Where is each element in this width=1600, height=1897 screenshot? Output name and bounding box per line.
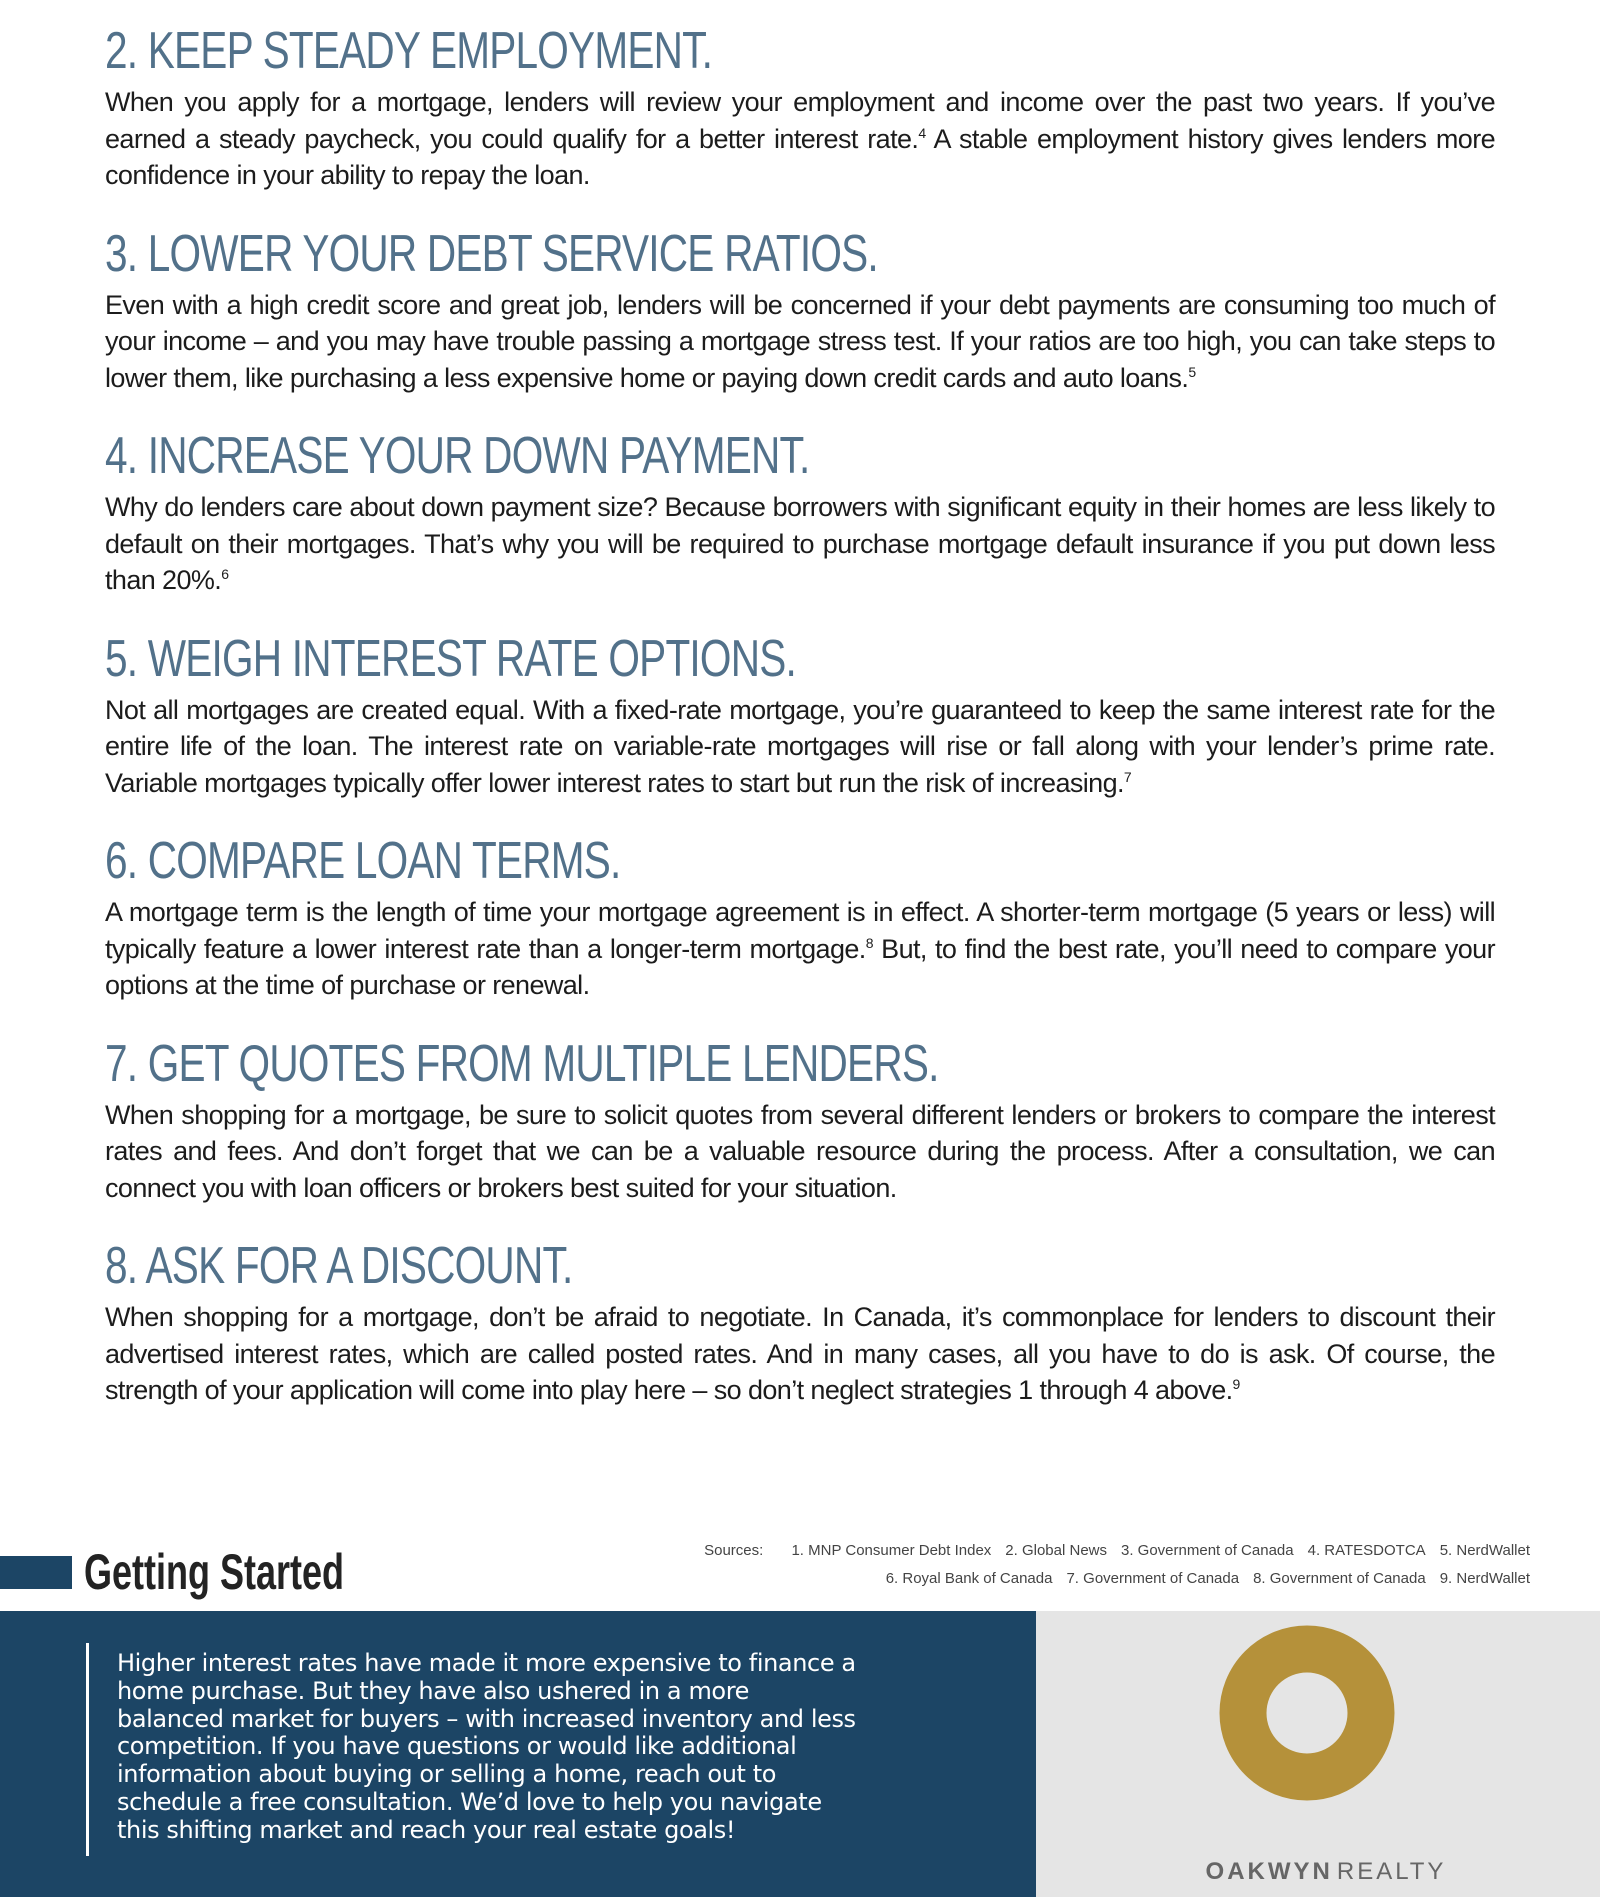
tip-text: When shopping for a mortgage, be sure to solicit quotes from several different lenders or brokers to compare the interest rates and fees. And don’t forget that we can be a valuable resource during the process. After a consultation, we can connect you with loan officers or brokers best suited for your situation. [105, 1099, 1495, 1203]
quote-rule [86, 1643, 89, 1856]
getting-started-accent-bar [0, 1556, 72, 1589]
sources-row [630, 1537, 1530, 1565]
tip-paragraph [105, 84, 1495, 194]
footnote-reference: 6 [221, 566, 229, 582]
tip-text: But, to find the best rate, you’ll need to compare your options at the time of purchase or renewal. [105, 933, 1495, 1000]
source-item: 1. MNP Consumer Debt Index [791, 1542, 992, 1559]
getting-started-body: Higher interest rates have made it more expensive to finance a home purchase. But they have also ushered in a more balanced market for buyers – with increased inventory and less competition. If you have questions or would like additional information about buying or selling a home, reach out to schedule a free consultation. We’d love to help you navigate this shifting market and reach your real estate goals! [117, 1649, 856, 1844]
tip-heading: 8. ASK FOR A DISCOUNT. [105, 1237, 573, 1295]
tip-section [105, 1031, 1495, 1207]
tip-section [105, 828, 1495, 1004]
footnote-reference: 9 [1232, 1376, 1240, 1392]
brand-name-bold: OAKWYN [1205, 1858, 1333, 1885]
tip-section [105, 1233, 1495, 1409]
tip-heading: 5. WEIGH INTEREST RATE OPTIONS. [105, 629, 796, 688]
article-body [105, 18, 1495, 1436]
source-item: 7. Government of Canada [1066, 1570, 1240, 1587]
tip-heading: 2. KEEP STEADY EMPLOYMENT. [105, 22, 713, 80]
tip-text: When shopping for a mortgage, don’t be afraid to negotiate. In Canada, it’s commonplace for lenders to discount their advertised interest rates, which are called posted rates. And in many cases, all you have to do is ask. Of course, the strength of your application will come into play here – so don’t neglect strategies 1 through 4 above. [105, 1302, 1495, 1405]
tip-section [105, 626, 1495, 802]
getting-started-title: Getting Started [84, 1544, 345, 1600]
source-item: 2. Global News [1005, 1542, 1107, 1559]
tip-heading: 7. GET QUOTES FROM MULTIPLE LENDERS. [105, 1034, 939, 1093]
source-item: 5. NerdWallet [1439, 1542, 1530, 1559]
tip-paragraph [105, 1097, 1495, 1207]
source-item: 4. RATESDOTCA [1307, 1542, 1426, 1559]
tip-heading: 3. LOWER YOUR DEBT SERVICE RATIOS. [105, 224, 878, 283]
tip-heading: 6. COMPARE LOAN TERMS. [105, 832, 621, 890]
footnote-reference: 7 [1123, 768, 1132, 785]
oakwyn-ring-logo-icon [1219, 1625, 1395, 1801]
tip-text: A mortgage term is the length of time your mortgage agreement is in effect. A shorter-term mortgage (5 years or less) will typically feature a lower interest rate than a longer-term mortgage. [105, 897, 1495, 964]
source-item: 3. Government of Canada [1121, 1542, 1294, 1559]
tip-paragraph [105, 489, 1495, 599]
sources-list [630, 1537, 1530, 1593]
tip-text: Even with a high credit score and great job, lenders will be concerned if your debt payments are consuming too much of your income – and you may have trouble passing a mortgage stress test. If your ratios are too high, you can take steps to lower them, like purchasing a less expensive home or paying down credit cards and auto loans. [105, 289, 1495, 393]
tip-text: Not all mortgages are created equal. With a fixed-rate mortgage, you’re guaranteed to keep the same interest rate for the entire life of the loan. The interest rate on variable-rate mortgages will rise or fall along with your lender’s prime rate. Variable mortgages typically offer lower interest rates to start but run the risk of increasing. [105, 694, 1495, 798]
footnote-reference: 8 [865, 934, 873, 951]
footnote-reference: 4 [918, 124, 926, 141]
tip-section [105, 423, 1495, 599]
tip-paragraph [105, 1299, 1495, 1409]
tip-text: Why do lenders care about down payment size? Because borrowers with significant equity in their homes are less likely to default on their mortgages. That’s why you will be required to purchase mortgage default insurance if you put down less than 20%. [105, 492, 1495, 595]
source-item: 6. Royal Bank of Canada [885, 1570, 1053, 1587]
tip-text: When you apply for a mortgage, lenders will review your employment and income over the past two years. If you’ve earned a steady paycheck, you could qualify for a better interest rate. [105, 87, 1495, 154]
footnote-reference: 5 [1188, 363, 1196, 380]
source-item: 9. NerdWallet [1439, 1570, 1530, 1587]
tip-paragraph [105, 287, 1495, 397]
tip-paragraph [105, 894, 1495, 1004]
tip-paragraph [105, 692, 1495, 802]
brand-wordmark [1136, 1858, 1516, 1886]
tip-section [105, 221, 1495, 397]
tip-section [105, 18, 1495, 194]
tip-heading: 4. INCREASE YOUR DOWN PAYMENT. [105, 427, 810, 485]
brand-name-light: REALTY [1336, 1858, 1447, 1885]
source-item: 8. Government of Canada [1253, 1570, 1426, 1587]
tip-text: A stable employment history gives lenders more confidence in your ability to repay the loan. [105, 123, 1496, 190]
sources-row [630, 1565, 1530, 1593]
sources-label: Sources: [704, 1542, 764, 1559]
